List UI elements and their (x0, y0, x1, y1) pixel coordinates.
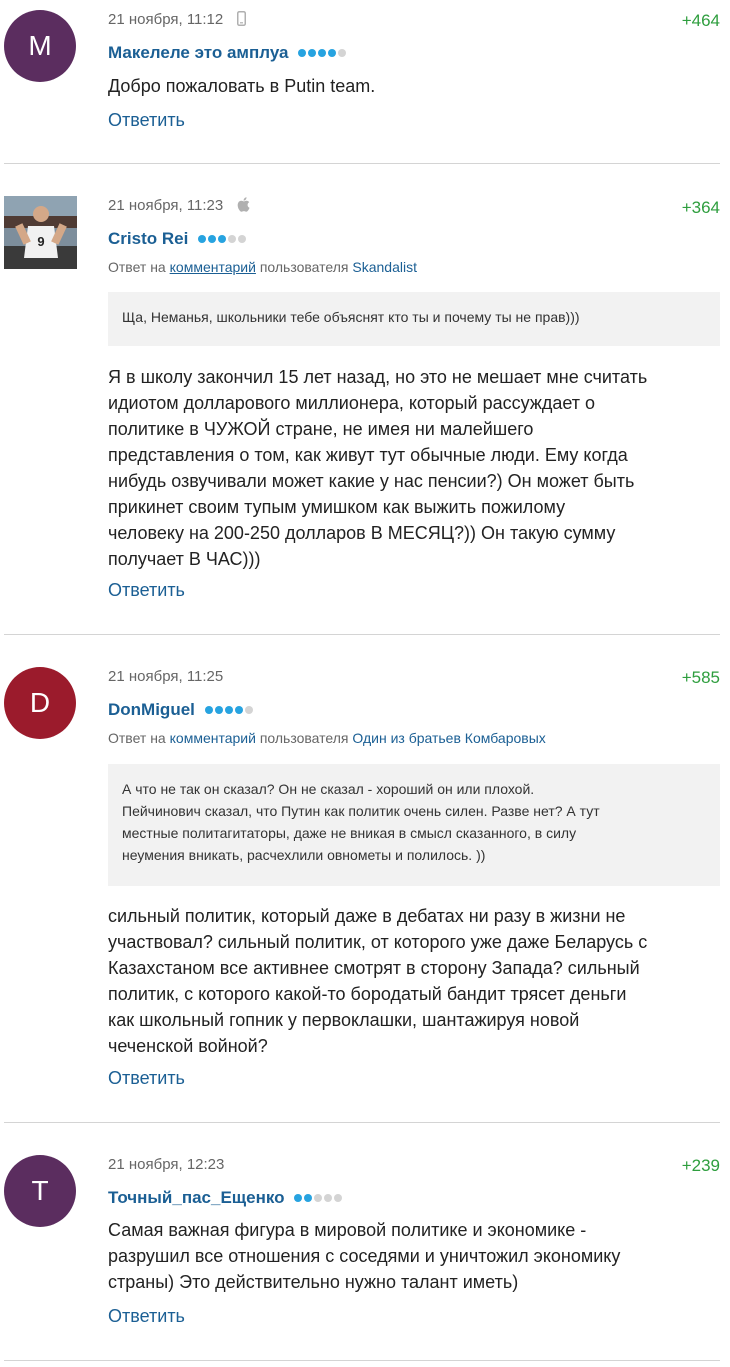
reply-to-info (108, 259, 417, 275)
user-level-dots (198, 228, 248, 248)
comment-rating: +464 (681, 11, 720, 30)
comment-date (108, 668, 223, 685)
quote-line: Ща, Неманья, школьники тебе объяснят кто ты и почему ты не прав))) (122, 309, 580, 325)
comment-date (108, 1156, 224, 1173)
user-level-dots (205, 699, 255, 719)
quote-line: А что не так он сказал? Он не сказал - хороший он или плохой. (122, 781, 535, 797)
avatar[interactable]: T (4, 1155, 76, 1227)
comment-text-line: нибудь озвучивали может какие у нас пенсии?) Он может быть (108, 471, 635, 491)
comment-text-line: сильный политик, который даже в дебатах ни разу в жизни не (108, 906, 626, 926)
reply-to-comment-link[interactable]: комментарий (169, 730, 256, 746)
apple-icon (237, 197, 250, 216)
football-player-photo (4, 196, 77, 269)
reply-button[interactable]: Ответить (108, 1068, 185, 1088)
comment-text-line: Казахстаном все активнее смотрят в сторону Запада? сильный (108, 958, 640, 978)
comment-text (108, 364, 720, 572)
svg-text:9: 9 (37, 234, 45, 249)
author-name[interactable] (108, 699, 255, 720)
reply-button[interactable]: Ответить (108, 1306, 185, 1326)
comment-text-line: получает В ЧАС))) (108, 549, 261, 569)
comment-text-line: политике в ЧУЖОЙ стране, не имея ни малейшего (108, 419, 534, 439)
comment-rating: +585 (681, 668, 720, 687)
comment-text-line: представления о том, как живут тут обычные люди. Ему когда (108, 445, 628, 465)
date-text: 21 ноября, 12:23 (108, 1156, 225, 1173)
avatar[interactable]: M (4, 10, 76, 82)
comment-text-line: разрушил все отношения с соседями и уничтожил экономику (108, 1246, 621, 1266)
comment-text-line: Я в школу закончил 15 лет назад, но это не мешает мне считать (108, 367, 648, 387)
quoted-comment (108, 764, 720, 886)
reply-to-comment-link[interactable]: комментарий (169, 259, 256, 275)
author-link[interactable]: DonMiguel (108, 700, 195, 719)
comment-text-line: человеку на 200-250 долларов В МЕСЯЦ?)) Он такую сумму (108, 523, 616, 543)
comment-divider (4, 1360, 720, 1361)
reply-to-user-link[interactable]: Skandalist (352, 259, 417, 275)
mobile-phone-icon (237, 11, 246, 30)
avatar[interactable]: D (4, 667, 76, 739)
reply-to-info (108, 730, 546, 746)
quoted-comment (108, 292, 720, 346)
comment-text-line: политик, с которого какой-то бородатый бандит трясет деньги (108, 984, 627, 1004)
author-link[interactable]: Макелеле это амплуа (108, 43, 289, 62)
author-name[interactable] (108, 228, 248, 249)
comment-date (108, 197, 250, 216)
quote-line: Пейчинович сказал, что Путин как политик очень силен. Разве нет? А тут (122, 803, 600, 819)
comment-text (108, 1217, 720, 1295)
comment-rating: +239 (681, 1156, 720, 1175)
avatar[interactable] (4, 196, 77, 269)
quote-line: местные политагитаторы, даже не вникая в смысл сказанного, в силу (122, 825, 577, 841)
reply-to-prefix: Ответ на (108, 730, 166, 746)
comment-text-line: как школьный гопник у первоклашки, шантажируя новой (108, 1010, 580, 1030)
comment-date (108, 11, 246, 30)
user-level-dots (298, 42, 348, 62)
quote-line: неумения вникать, расчехлили овнометы и полилось. )) (122, 847, 486, 863)
comment-divider (4, 634, 720, 635)
comment-rating: +364 (681, 198, 720, 217)
comment-text (108, 903, 720, 1059)
user-level-dots (294, 1187, 344, 1207)
comment-text-line: Самая важная фигура в мировой политике и экономике - (108, 1220, 587, 1240)
reply-to-middle: пользователя (259, 259, 349, 275)
reply-to-prefix: Ответ на (108, 259, 166, 275)
comment-divider (4, 1122, 720, 1123)
comment-text-line: страны) Это действительно нужно талант иметь) (108, 1272, 519, 1292)
author-name[interactable] (108, 42, 348, 63)
comment-text-line: прикинет своим тупым умишком как выжить пожилому (108, 497, 566, 517)
comment-text-line: Добро пожаловать в Putin team. (108, 76, 376, 96)
comment-text-line: чеченской войной? (108, 1036, 268, 1056)
comment-text-line: участвовал? сильный политик, от которого уже даже Беларусь с (108, 932, 648, 952)
author-name[interactable] (108, 1187, 344, 1208)
reply-button[interactable]: Ответить (108, 110, 185, 130)
comment-divider (4, 163, 720, 164)
comment-text-line: идиотом долларового миллионера, который рассуждает о (108, 393, 596, 413)
author-link[interactable]: Cristo Rei (108, 229, 189, 248)
date-text: 21 ноября, 11:23 (108, 197, 224, 214)
reply-button[interactable]: Ответить (108, 580, 185, 600)
reply-to-user-link[interactable]: Один из братьев Комбаровых (352, 730, 546, 746)
date-text: 21 ноября, 11:12 (108, 11, 224, 28)
reply-to-middle: пользователя (259, 730, 349, 746)
date-text: 21 ноября, 11:25 (108, 668, 224, 685)
author-link[interactable]: Точный_пас_Ещенко (108, 1188, 285, 1207)
comment-text (108, 73, 720, 99)
